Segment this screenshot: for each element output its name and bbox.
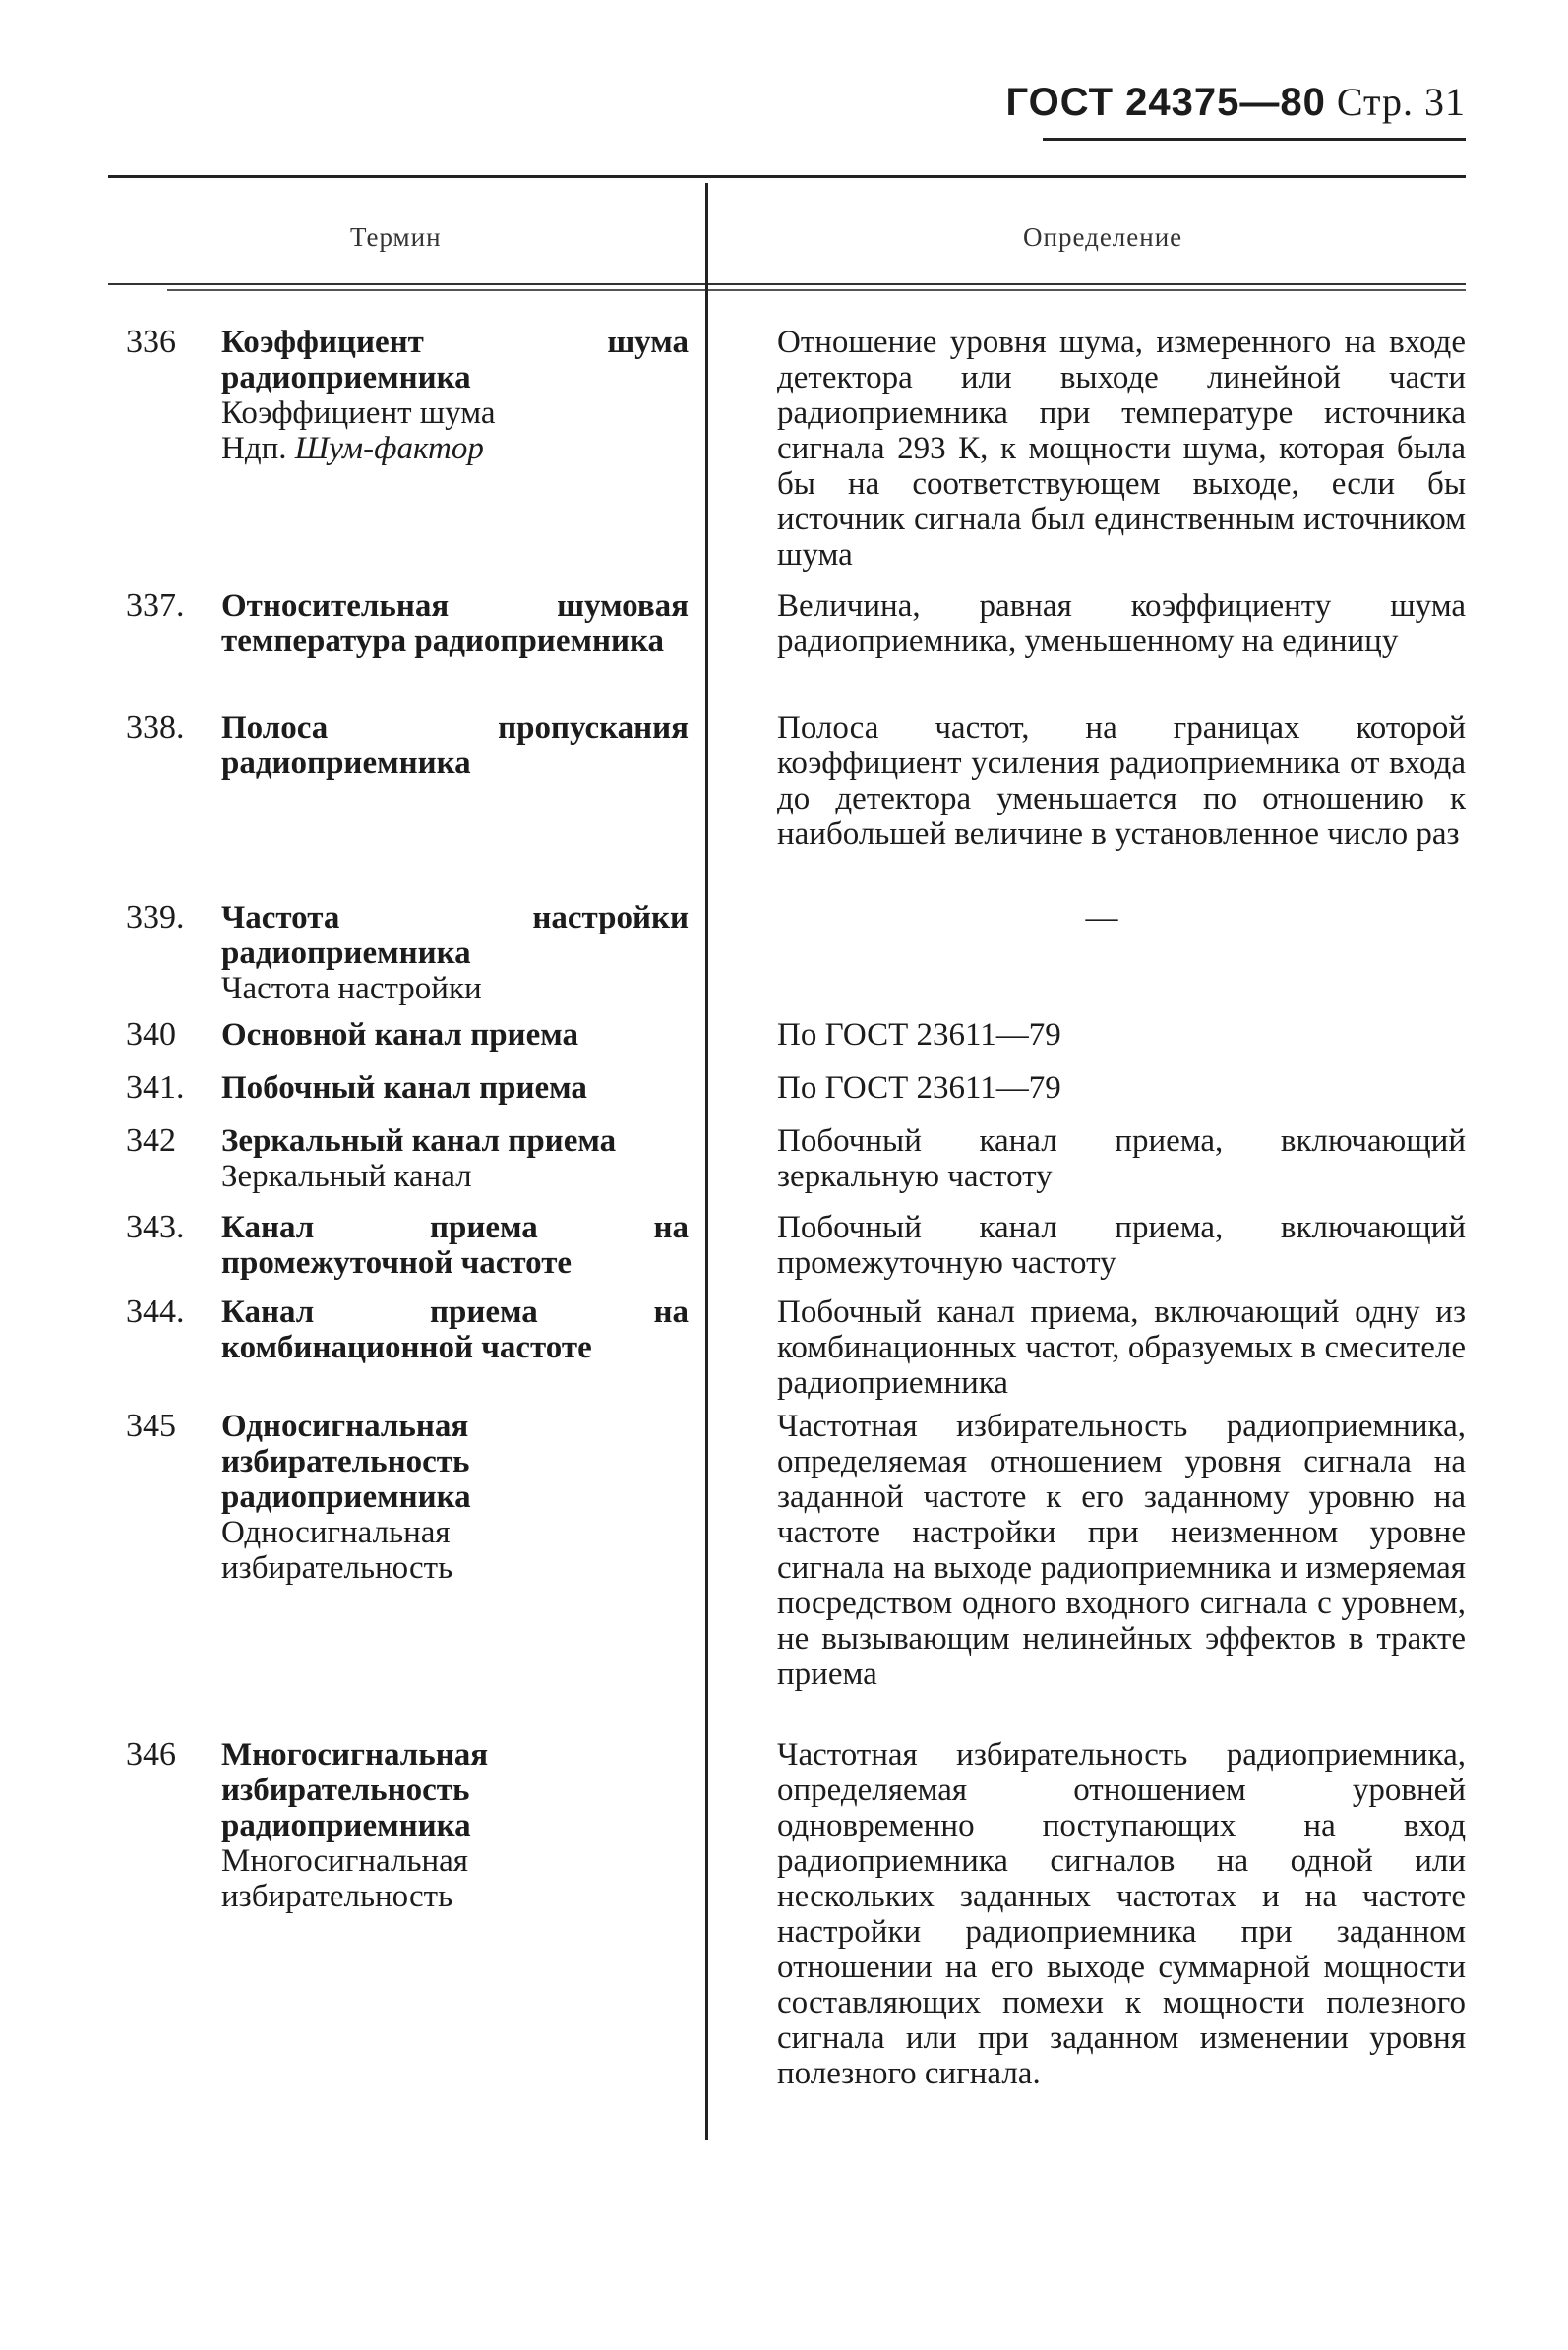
definition-cell: Побочный канал приема, включающий зеркальную частоту [777,1123,1466,1194]
header-rule [1043,138,1466,141]
term-name: Канал приема на комбинационной частоте [221,1295,689,1365]
term-cell [221,1409,689,1586]
ndp-term: Шум-фактор [294,431,484,466]
term-name: Коэффициент шума радиоприемника [221,325,689,395]
definition-cell: Величина, равная коэффициенту шума радиоприемника, уменьшенному на единицу [777,588,1466,659]
term-cell [221,710,689,781]
term-synonym: Зеркальный канал [221,1159,472,1194]
term-number: 344. [126,1294,185,1330]
term-number: 339. [126,899,185,935]
page-header [984,79,1466,125]
term-number: 336 [126,324,176,360]
term-synonym: Односигнальная избирательность [221,1515,453,1586]
ndp-line [221,431,689,466]
definition-cell: Частотная избирательность радиоприемника, определяемая отношением уровней одновременно поступающих на вход радиоприемника сигналов на одной или нескольких заданных частотах и на частоте настройки радиоприемника при заданном отношении на его выходе суммарной мощности составляющих помехи к мощности полезного сигнала или при заданном изменении уровня полезного сигнала. [777,1737,1466,2091]
table-header-rule-lower [167,289,1466,291]
term-synonym: Частота настройки [221,971,482,1006]
term-number: 342 [126,1122,176,1159]
term-number: 340 [126,1016,176,1053]
ndp-label: Ндп. [221,431,287,466]
definition-cell: Полоса частот, на границах которой коэффициент усиления радиоприемника от входа до детектора уменьшается по отношению к наибольшей величине в установленное число раз [777,710,1466,852]
definition-cell: — [1085,900,1118,935]
term-name: Побочный канал приема [221,1070,587,1106]
column-divider [705,183,708,2140]
definition-cell: Побочный канал приема, включающий одну из комбинационных частот, образуемых в смесителе радиоприемника [777,1295,1466,1401]
term-number: 346 [126,1736,176,1773]
term-name: Полоса пропускания радиоприемника [221,710,689,781]
definition-cell: По ГОСТ 23611—79 [777,1017,1061,1053]
term-cell [221,325,689,466]
term-cell [221,1737,689,1914]
term-number: 338. [126,709,185,746]
term-synonym: Коэффициент шума [221,395,496,431]
term-name: Канал приема на промежуточной частоте [221,1210,689,1281]
term-synonym: Многосигнальная избирательность [221,1843,468,1914]
column-header-term: Термин [350,222,442,252]
term-cell [221,588,689,659]
term-cell [221,900,689,1006]
term-cell [221,1017,689,1053]
table-top-rule [108,175,1466,178]
term-name: Односигнальная избирательность радиоприемника [221,1409,471,1515]
term-cell [221,1295,689,1365]
table-header-rule [108,283,1466,285]
term-name: Частота настройки радиоприемника [221,900,689,971]
standard-number: ГОСТ 24375—80 [1005,81,1326,124]
definition-cell: Отношение уровня шума, измеренного на входе детектора или выходе линейной части радиоприемника при температуре источника сигнала 293 К, к мощности шума, которая была бы на соответствующем выходе, если бы источник сигнала был единственным источником шума [777,325,1466,572]
term-number: 345 [126,1408,176,1444]
term-number: 343. [126,1209,185,1245]
definition-cell: По ГОСТ 23611—79 [777,1070,1061,1106]
term-number: 337. [126,587,185,624]
column-header-definition: Определение [1023,222,1183,252]
term-name: Относительная шумовая температура радиоприемника [221,588,689,659]
page-number: Стр. 31 [1336,80,1466,124]
term-name: Многосигнальная избирательность радиоприемника [221,1737,489,1843]
term-cell [221,1210,689,1281]
definition-cell: Побочный канал приема, включающий промежуточную частоту [777,1210,1466,1281]
term-cell [221,1123,689,1194]
term-name: Зеркальный канал приема [221,1123,617,1159]
term-name: Основной канал приема [221,1017,578,1053]
term-number: 341. [126,1069,185,1106]
definition-cell: Частотная избирательность радиоприемника, определяемая отношением уровня сигнала на заданной частоте к его заданному уровню на частоте настройки при неизменном уровне сигнала на выходе радиоприемника и измеряемая посредством одного входного сигнала с уровнем, не вызывающим нелинейных эффектов в тракте приема [777,1409,1466,1692]
term-cell [221,1070,689,1106]
